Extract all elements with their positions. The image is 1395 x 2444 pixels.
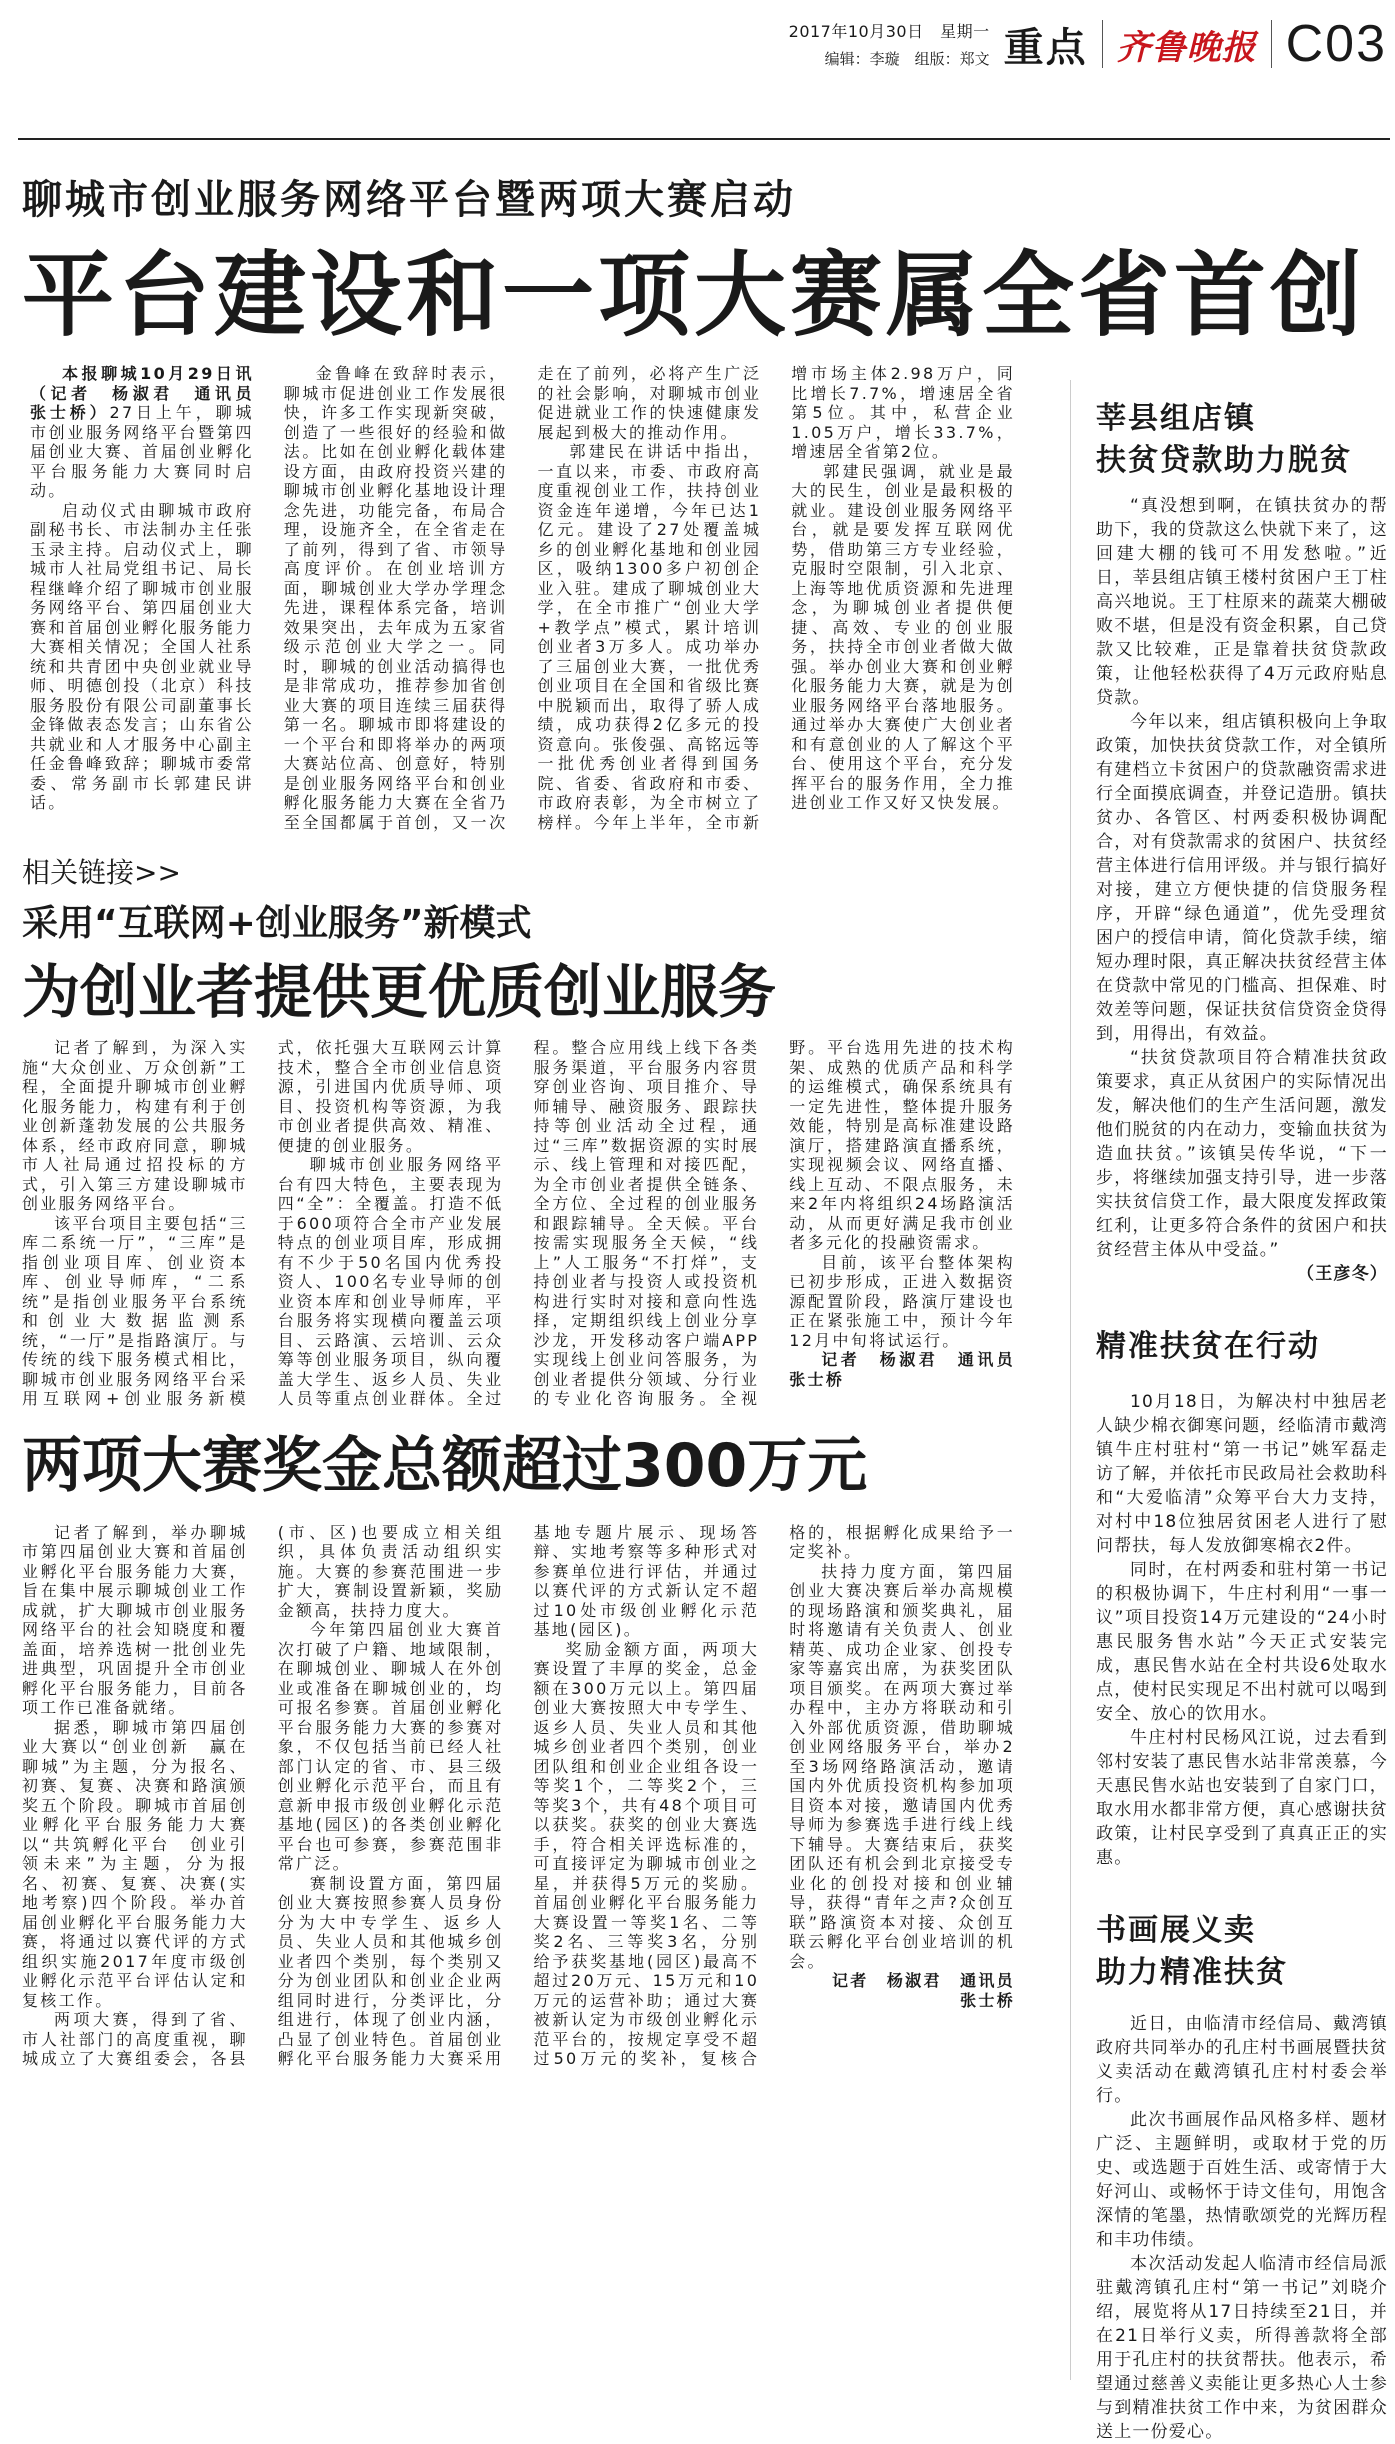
dateline-byline: 本报聊城10月29日讯（记者 杨淑君 通讯员 张士桥） [30,364,273,422]
article1-lead [30,364,273,501]
paragraph: 记者了解到，举办聊城市第四届创业大赛和首届创业孵化平台服务能力大赛，旨在集中展示聊城创业工作成就，扩大聊城市创业服务网络平台的社会知晓度和覆盖面，培养选树一批创业先进典型，巩固提升全市创业孵化平台服务能力，目前各项工作已准备就绪。 [22,1522,248,1717]
article2-headline: 为创业者提供更优质创业服务 [22,958,777,1026]
article1-headline: 平台建设和一项大赛属全省首创 [22,242,1367,349]
article2-kicker: 采用“互联网+创业服务”新模式 [22,903,532,944]
paragraph: 该平台项目主要包括“三库二系统一厅”，“三库”是指创业项目库、创业资本库、创业导师库，“二系统”是指创业服务平台系统和创业大数据监测系统，“一厅”是指路演厅。与传统的线下服务模式相比，聊城市创业服务网络平台采用互联网+创业服务新模式，依托强大互联网云计算技术，整合全市创业信息资源，引进国内优质导师、项目、投资机构等资源，为我市创业者提供高效、精准、便捷的创业服务。 [22,1038,504,1408]
header-rule [18,138,1390,140]
paragraph: 10月18日，为解决村中独居老人缺少棉衣御寒问题，经临清市戴湾镇牛庄村驻村“第一书记”姚军磊走访了解，并依托市民政局社会救助科和“大爱临清”众筹平台大力支持，对村中18位独居贫困老人进行了慰问帮扶，每人发放御寒棉衣2件。 [1096,1392,1388,1556]
story-body [1096,494,1388,1286]
article2-body [22,1038,1034,1409]
article3-headline: 两项大赛奖金总额超过300万元 [22,1430,868,1501]
paragraph: 今年以来，组店镇积极向上争取政策，加快扶贫贷款工作，对全镇所有建档立卡贫困户的贷款融资需求进行全面摸底调查，并登记造册。镇扶贫办、各管区、村两委积极协调配合，对有贷款需求的贫困户、扶贫经营主体进行信用评级。并与银行搞好对接，建立方便快捷的信贷服务程序，开辟“绿色通道”，优先受理贫困户的授信申请，简化贷款手续，缩短办理时限，真正解决扶贫经营主体在贷款中常见的门槛高、担保难、时效差等问题，保证扶贫信贷资金贷得到，用得出，有效益。 [1096,712,1388,1044]
issue-meta [789,19,990,69]
story-body [1096,1390,1388,1870]
newspaper-logo: 齐鲁晚报 [1116,27,1257,68]
paragraph: 目前，该平台整体架构已初步形成，正进入数据资源配置阶段，路演厅建设也正在紧张施工中，预计今年12月中旬将试运行。 [789,1252,1015,1350]
masthead [789,14,1387,74]
paragraph: 近日，由临清市经信局、戴湾镇政府共同举办的孔庄村书画展暨扶贫义卖活动在戴湾镇孔庄村村委会举行。 [1096,2014,1388,2106]
story-title: 莘县组店镇 [1096,401,1256,436]
paragraph: 此次书画展作品风格多样、题材广泛、主题鲜明，或取材于党的历史、或选题于百姓生活、或寄情于大好河山、或畅怀于诗文佳句，用饱含深情的笔墨，热情歌颂党的光辉历程和丰功伟绩。 [1096,2110,1388,2250]
article1-kicker: 聊城市创业服务网络平台暨两项大赛启动 [22,177,796,223]
related-links-label: 相关链接>> [22,856,181,889]
story-author: （王彦冬） [1297,1264,1388,1284]
article1-body [30,364,1015,832]
story-title: 扶贫贷款助力脱贫 [1096,443,1352,478]
paragraph: 今年第四届创业大赛首次打破了户籍、地域限制，在聊城创业、聊城人在外创业或准备在聊城创业的，均可报名参赛。首届创业孵化平台服务能力大赛的参赛对象，不仅包括当前已经人社部门认定的省、市、县三级创业孵化示范平台，而且有意新申报市级创业孵化示范基地(园区)的各类创业孵化平台也可参赛，参赛范围非常广泛。 [277,1620,504,1873]
lead-text: 27日上午，聊城市创业服务网络平台暨第四届创业大赛、首届创业孵化平台服务能力大赛同时启动。 [30,403,254,500]
paragraph: 奖励金额方面，两项大赛设置了丰厚的奖金，总金额在300万元以上。第四届创业大赛按照大中专学生、返乡人员、失业人员和其他城乡创业者四个类别，创业团队组和创业企业组各设一等奖1个，二等奖2个，三等奖3个，共有48个项目可以获奖。获奖的创业大赛选手，符合相关评选标准的，可直接评定为聊城市创业之星，并获得5万元的奖励。首届创业孵化平台服务能力大赛设置一等奖1名、二等奖2名、三等奖3名，分别给予获奖基地(园区)最高不超过20万元、15万元和10万元的运营补助；通过大赛被新认定为市级创业孵化示范平台的，按规定享受不超过50万元的奖补，复核合格的，根据孵化成果给予一定奖补。 [533,1522,1015,2068]
column-divider [1070,380,1071,2380]
paragraph: “真没想到啊，在镇扶贫办的帮助下，我的贷款这么快就下来了，这回建大棚的钱可不用发愁啦。”近日，莘县组店镇王楼村贫困户王丁柱高兴地说。王丁柱原来的蔬菜大棚破败不堪，但是没有资金积累，自己贷款又比较难，正是靠着扶贫贷款政策，让他轻松获得了4万元政府贴息贷款。 [1096,496,1388,708]
story-body [1096,2012,1388,2444]
divider [1102,20,1103,68]
paragraph: 同时，在村两委和驻村第一书记的积极协调下，牛庄村利用“一事一议”项目投资14万元建设的“24小时惠民服务售水站”今天正式安装完成，惠民售水站在全村共设6处取水点，使村民实现足不出村就可以喝到安全、放心的饮用水。 [1096,1560,1388,1724]
story-title: 书画展义卖 [1096,1913,1256,1948]
issue-date: 2017年10月30日 星期一 [788,22,990,41]
article3-byline: 记者 杨淑君 通讯员 张士桥 [831,1971,1034,2010]
sidebar-story-charity-sale [1096,1910,1388,2444]
divider [1271,20,1272,68]
paragraph: 扶持力度方面，第四届创业大赛决赛后举办高规模的现场路演和颁奖典礼，届时将邀请有关负责人、创业精英、成功企业家、创投专家等嘉宾出席，为获奖团队项目颁奖。在两项大赛过举办程中，主办方将联动和引入外部优质资源，借助聊城创业网络服务平台，举办2至3场网络路演活动，邀请国内外优质投资机构参加项目资本对接，邀请国内优秀导师为参赛选手进行线上线下辅导。大赛结束后，获奖团队还有机会到北京接受专业化的创投对接和创业辅导，获得“青年之声?众创互联”路演资本对接、众创互联云孵化平台创业培训的机会。 [789,1561,1015,1971]
paragraph: 聊城市创业服务网络平台有四大特色，主要表现为四“全”：全覆盖。打造不低于600项符合全市产业发展特点的创业项目库，形成拥有不少于50名国内优秀投资人、100名专业导师的创业资本库和创业导师库，平台服务将实现横向覆盖云项目、云路演、云培训、云众筹等创业服务项目，纵向覆盖大学生、返乡人员、失业人员等重点创业群体。全过程。整合应用线上线下各类服务渠道，平台服务内容贯穿创业咨询、项目推介、导师辅导、融资服务、跟踪扶持等创业活动全过程，通过“三库”数据资源的实时展示、线上管理和对接匹配，为全市创业者提供全链条、全方位、全过程的创业服务和跟踪辅导。全天候。平台按需实现服务全天候，“线上”人工服务“不打烊”，支持创业者与投资人或投资机构进行实时对接和意向性选择，定期组织线上创业分享沙龙，开发移动客户端APP实现线上创业问答服务，为创业者提供分领域、分行业的专业化咨询服务。全视野。平台选用先进的技术构架、成熟的优质产品和科学的运维模式，确保系统具有一定先进性，整体提升服务效能，特别是高标准建设路演厅，搭建路演直播系统，实现视频会议、网络直播、线上互动、不限点服务，未来2年内将组织24场路演活动，从而更好满足我市创业者多元化的投融资需求。 [277,1038,1015,1408]
paragraph: 启动仪式由聊城市政府副秘书长、市法制办主任张玉录主持。启动仪式上，聊城市人社局党组书记、局长程继峰介绍了聊城市创业服务网络平台、第四届创业大赛和首届创业孵化服务能力大赛相关情况；全国人社系统和共青团中央创业就业导师、明德创投（北京）科技服务股份有限公司副董事长金锋做表态发言；山东省公共就业和人才服务中心副主任金鲁峰致辞；聊城市委常委、常务副市长郭建民讲话。 [30,500,254,812]
paragraph: 本次活动发起人临清市经信局派驻戴湾镇孔庄村“第一书记”刘晓介绍，展览将从17日持续至21日，并在21日举行义卖，所得善款将全部用于孔庄村的扶贫帮扶。他表示，希望通过慈善义卖能让更多热心人士参与到精准扶贫工作中来，为贫困群众送上一份爱心。 [1096,2254,1388,2442]
paragraph: 据悉，聊城市第四届创业大赛以“创业创新 赢在聊城”为主题，分为报名、初赛、复赛、决赛和路演颁奖五个阶段。聊城市首届创业孵化平台服务能力大赛以“共筑孵化平台 创业引领未来”为主题，分为报名、初赛、复赛、决赛(实地考察)四个阶段。举办首届创业孵化平台服务能力大赛，将通过以赛代评的方式组织实施2017年度市级创业孵化示范平台评估认定和复核工作。 [22,1717,248,2010]
section-name: 重点 [1003,24,1088,71]
sidebar-story-action [1096,1326,1388,1870]
paragraph: 赛制设置方面，第四届创业大赛按照参赛人员身份分为大中专学生、返乡人员、失业人员和其他城乡创业者四个类别，每个类别又分为创业团队和创业企业两组同时进行，分类评比，分组进行，体现了创业内涵，凸显了创业特色。首届创业孵化平台服务能力大赛采用基地专题片展示、现场答辩、实地考察等多种形式对参赛单位进行评估，并通过以赛代评的方式新认定不超过10处市级创业孵化示范基地(园区)。 [277,1522,760,2068]
paragraph: 牛庄村村民杨风江说，过去看到邻村安装了惠民售水站非常羡慕，今天惠民售水站也安装到了自家门口，取水用水都非常方便，真心感谢扶贫政策，让村民享受到了真真正正的实惠。 [1096,1728,1388,1868]
article2-byline: 记者 杨淑君 通讯员 张士桥 [789,1350,1034,1389]
paragraph: 郭建民在讲话中指出，一直以来，市委、市政府高度重视创业工作，扶持创业资金连年递增，今年已达1亿元。建设了27处覆盖城乡的创业孵化基地和创业园区，吸纳1300多户初创企业入驻。建成了聊城创业大学，在全市推广“创业大学+教学点”模式，累计培训创业者3万多人。成功举办了三届创业大赛，一批优秀创业项目在全国和省级比赛中脱颖而出，取得了骄人成绩，成功获得2亿多元的投资意向。张俊强、高铭远等一批优秀创业者得到国务院、省委、省政府和市委、市政府表彰，为全市树立了榜样。今年上半年，全市新增市场主体2.98万户，同比增长7.7%，增速居全省第5位。其中，私营企业1.05万户，增长33.7%，增速居全省第2位。 [537,364,1015,832]
paragraph: 两项大赛，得到了省、市人社部门的高度重视，聊城成立了大赛组委会，各县(市、区)也要成立相关组织，具体负责活动组织实施。大赛的参赛范围进一步扩大，赛制设置新颖，奖励金额高，扶持力度大。 [22,1522,504,2068]
paragraph: 郭建民强调，就业是最大的民生，创业是最积极的就业。建设创业服务网络平台，就是要发挥互联网优势，借助第三方专业经验，克服时空限制，引入北京、上海等地优质资源和先进理念，为聊城创业者提供便捷、高效、专业的创业服务，扶持全市创业者做大做强。举办创业大赛和创业孵化服务能力大赛，就是为创业服务网络平台落地服务。通过举办大赛使广大创业者和有意创业的人了解这个平台、使用这个平台，充分发挥平台的服务作用，全力推进创业工作又好又快发展。 [791,461,1015,812]
story-title: 助力精准扶贫 [1096,1955,1288,1990]
article3-body [22,1522,1034,2069]
paragraph: 记者了解到，为深入实施“大众创业、万众创新”工程，全面提升聊城市创业孵化服务能力，构建有利于创业创新蓬勃发展的公共服务体系，经市政府同意，聊城市人社局通过招投标的方式，引入第三方建设聊城市创业服务网络平台。 [22,1038,248,1213]
paragraph: 金鲁峰在致辞时表示，聊城市促进创业工作发展很快，许多工作实现新突破，创造了一些很好的经验和做法。比如在创业孵化载体建设方面，由政府投资兴建的聊城市创业孵化基地设计理念先进，功能完备，布局合理，设施齐全，在全省走在了前列，得到了省、市领导高度评价。在创业培训方面，聊城创业大学办学理念先进，课程体系完备，培训效果突出，去年成为五家省级示范创业大学之一。同时，聊城的创业活动搞得也是非常成功，推荐参加省创业大赛的项目连续三届获得第一名。聊城市即将建设的一个平台和即将举办的两项大赛站位高、创意好，特别是创业服务网络平台和创业孵化服务能力大赛在全省乃至全国都属于首创，又一次走在了前列，必将产生广泛的社会影响，对聊城市创业促进就业工作的快速健康发展起到极大的推动作用。 [283,364,762,832]
story-title: 精准扶贫在行动 [1096,1329,1320,1364]
paragraph: “扶贫贷款项目符合精准扶贫政策要求，真正从贫困户的实际情况出发，解决他们的生产生活问题，激发他们脱贫的内在动力，变输血扶贫为造血扶贫。”该镇吴传华说，“下一步，将继续加强支持引导，进一步落实扶贫信贷工作，最大限度发挥政策红利，让更多符合条件的贫困户和扶贫经营主体从中受益。” [1096,1048,1388,1260]
editor-credits: 编辑：李璇 组版：郑文 [824,50,990,68]
sidebar [1096,398,1388,2444]
page-number: C03 [1285,15,1387,73]
sidebar-story-loans [1096,398,1388,1286]
